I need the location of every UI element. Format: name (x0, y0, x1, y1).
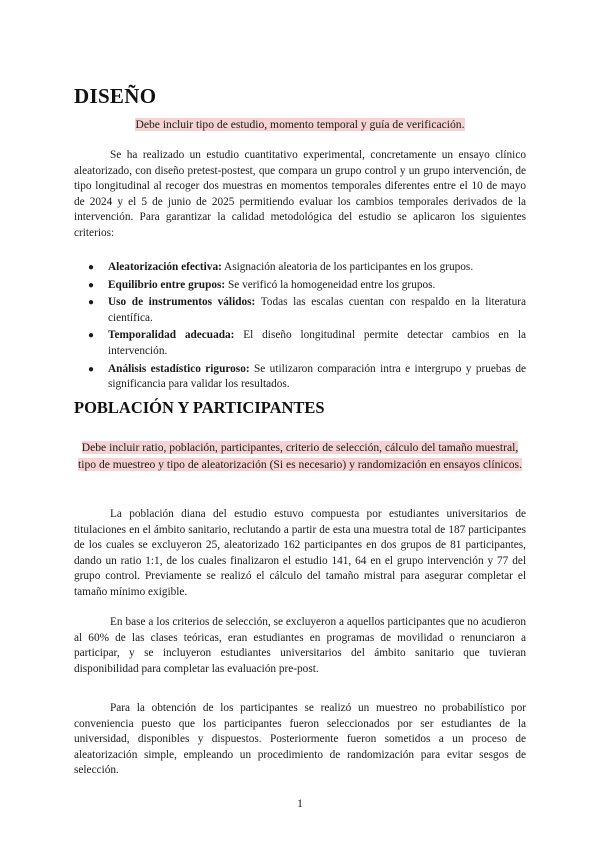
list-item (74, 295, 526, 326)
population-paragraph: La población diana del estudio estuvo compuesta por estudiantes universitarios de titulaciones en el ámbito sanitario, reclutando a partir de esta una muestra total de 187 participantes de los cuales se excluyeron 25, aleatorizado 162 participantes en dos grupos de 81 participantes, dando un ratio 1:1, de los cuales finalizaron el estudio 141, 64 en el grupo intervención y 77 del grupo control. Previamente se realizó el cálculo del tamaño mistral para asegurar completar el tamaño mínimo exigible. (74, 508, 526, 598)
instruction-note-poblacion (74, 439, 526, 473)
criterion-text: Se verificó la homogeneidad entre los grupos. (225, 278, 436, 291)
criterion-text: Asignación aleatoria de los participantes en los grupos. (221, 261, 474, 273)
design-paragraph: Se ha realizado un estudio cuantitativo experimental, concretamente un ensayo clínico aleatorizado, con diseño pretest-postest, que compara un grupo control y un grupo intervención, de tipo longitudinal al recoger dos muestras en momentos temporales diferentes entre el 10 de mayo de 2024 y el 5 de junio de 2025 permitiendo evaluar los cambios temporales derivados de la intervención. Para garantizar la calidad metodológica del estudio se aplicaron los siguientes criterios: (74, 149, 526, 239)
page-number: 1 (297, 796, 303, 810)
section-title-diseno: DISEÑO (74, 84, 157, 108)
bullet-icon: ● (88, 262, 95, 273)
criterion-term: Aleatorización efectiva: (108, 261, 222, 273)
selection-criteria-paragraph: En base a los criterios de selección, se excluyeron a aquellos participantes que no acudieron al 60% de las clases teóricas, eran estudiantes en programas de movilidad o renunciaron a participar, y se incluyeron estudiantes universitarios del ámbito sanitario que tuvieran disponibilidad para completar las evaluación pre-post. (74, 616, 526, 675)
bullet-icon: ● (88, 297, 95, 309)
bullet-icon: ● (88, 330, 95, 342)
list-item (74, 260, 526, 276)
criterion-text: Todas las escalas cuentan con respaldo en la literatura científica. (108, 296, 526, 324)
criterion-text: El diseño longitudinal permite detectar cambios en la intervención. (108, 329, 526, 357)
instruction-note-diseno (74, 116, 526, 133)
criterion-term: Temporalidad adecuada: (108, 329, 235, 342)
criterion-term: Uso de instrumentos válidos: (108, 296, 256, 309)
instruction-note-text: Debe incluir tipo de estudio, momento temporal y guía de verificación. (135, 118, 465, 131)
list-item (74, 278, 526, 294)
criterion-term: Análisis estadístico riguroso: (108, 362, 250, 375)
list-item (74, 362, 526, 393)
section-title-poblacion: POBLACIÓN Y PARTICIPANTES (74, 398, 325, 417)
criterion-term: Equilibrio entre grupos: (108, 278, 226, 291)
criterion-text: Se utilizaron comparación intra e intergrupo y pruebas de significancia para validar los resultados. (108, 362, 527, 391)
bullet-icon: ● (88, 279, 95, 291)
bullet-icon: ● (88, 363, 95, 375)
list-item (74, 328, 526, 359)
sampling-paragraph: Para la obtención de los participantes se realizó un muestreo no probabilístico por conveniencia puesto que los participantes fueron seleccionados por ser estudiantes de la universidad, disponibles y dispuestos. Posteriormente fueron sometidos a un proceso de aleatorización simple, empleando un procedimiento de randomización para evitar sesgos de selección. (74, 702, 526, 777)
criteria-list (74, 260, 526, 395)
instruction-note-text: Debe incluir ratio, población, participantes, criterio de selección, cálculo del tamaño muestral, tipo de muestreo y tipo de aleatorización (Si es necesario) y randomización en ensayos clínicos. (78, 441, 522, 471)
